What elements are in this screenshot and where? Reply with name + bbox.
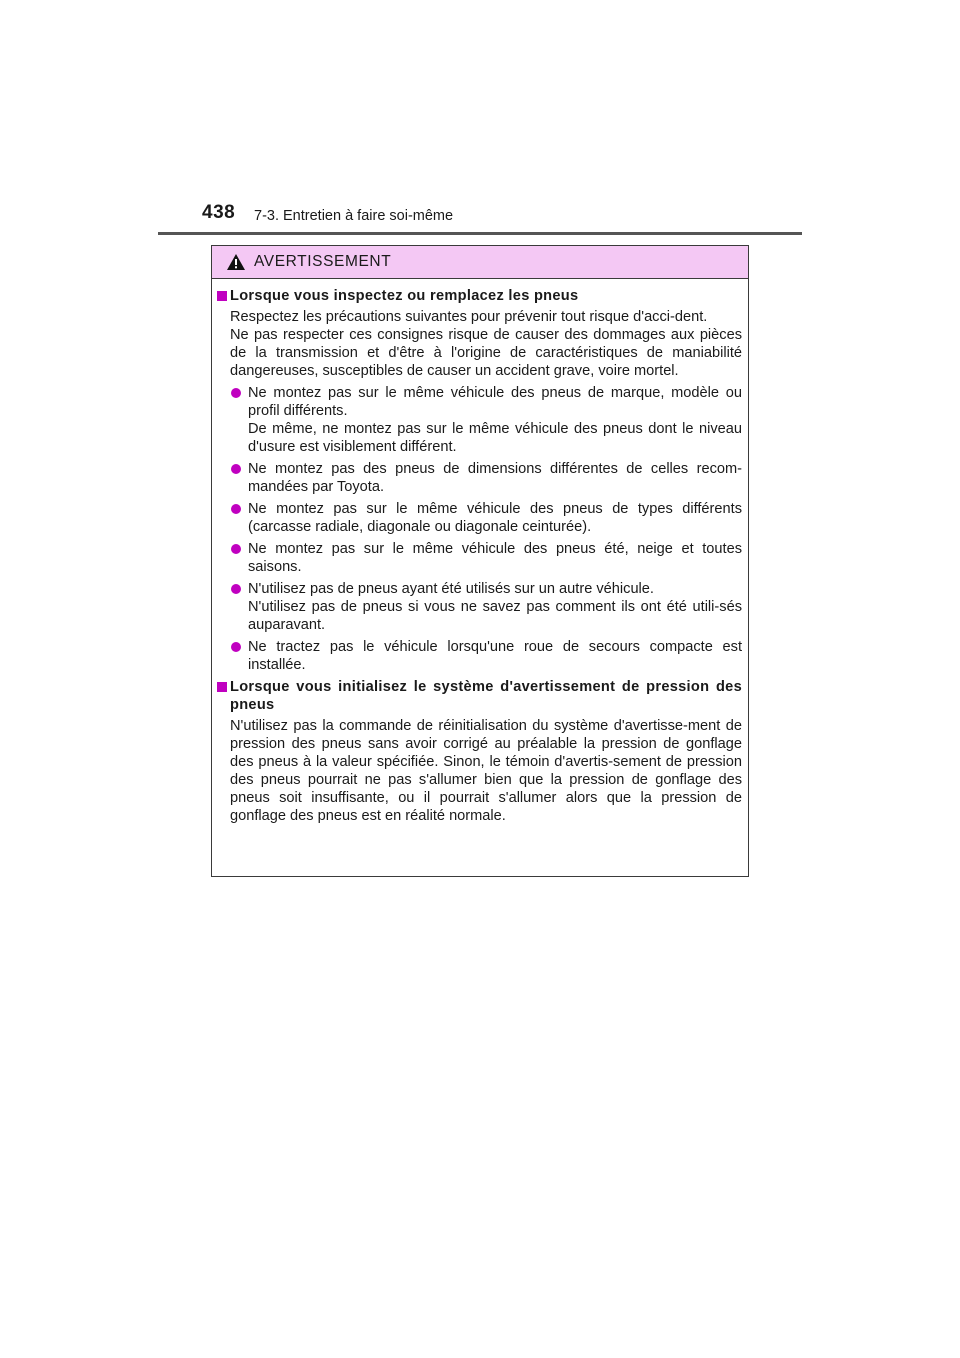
square-bullet-icon bbox=[217, 291, 227, 301]
round-bullet-icon bbox=[231, 642, 241, 652]
page-number: 438 bbox=[202, 202, 236, 223]
round-bullet-icon bbox=[231, 388, 241, 398]
section-heading-tpms-initialization: Lorsque vous initialisez le système d'avertissement de pression des pneus bbox=[217, 678, 742, 714]
square-bullet-icon bbox=[217, 682, 227, 692]
section-title: 7-3. Entretien à faire soi-même bbox=[254, 208, 454, 224]
header-rule bbox=[158, 232, 802, 235]
warning-title: AVERTISSEMENT bbox=[254, 253, 392, 270]
list-item: Ne montez pas sur le même véhicule des pneus de types différents (carcasse radiale, diagonale ou diagonale ceinturée). bbox=[217, 500, 742, 536]
warning-header bbox=[212, 246, 748, 279]
warning-triangle-icon bbox=[226, 253, 246, 271]
warning-body bbox=[212, 279, 748, 825]
round-bullet-icon bbox=[231, 504, 241, 514]
list-item: Ne montez pas sur le même véhicule des pneus été, neige et toutes saisons. bbox=[217, 540, 742, 576]
list-item: N'utilisez pas de pneus ayant été utilisés sur un autre véhicule. N'utilisez pas de pneus si vous ne savez pas comment ils ont été utili-sés auparavant. bbox=[217, 580, 742, 634]
list-item: Ne montez pas sur le même véhicule des pneus de marque, modèle ou profil différents. De même, ne montez pas sur le même véhicule des pneus dont le niveau d'usure est visiblement différent. bbox=[217, 384, 742, 456]
paragraph: N'utilisez pas la commande de réinitialisation du système d'avertisse-ment de pression des pneus sans avoir corrigé au préalable la pression de gonflage des pneus à la valeur spécifiée. Sinon, le témoin d'avertis-sement de pression des pneus pourrait ne pas s'allumer bien que la pression de gonflage des pneus soit insuffisante, ou il pourrait s'allumer alors que la pression de gonflage des pneus est en réalité normale. bbox=[230, 718, 742, 824]
warning-box bbox=[211, 245, 749, 877]
round-bullet-icon bbox=[231, 464, 241, 474]
paragraph: Respectez les précautions suivantes pour prévenir tout risque d'acci-dent. Ne pas respecter ces consignes risque de causer des dommages aux pièces de la transmission et d'être à l'origine de caractéristiques de maniabilité dangereuses, susceptibles de causer un accident grave, voire mortel. bbox=[230, 309, 742, 379]
list-item: Ne montez pas des pneus de dimensions différentes de celles recom-mandées par Toyota. bbox=[217, 460, 742, 496]
section-heading-tire-inspection: Lorsque vous inspectez ou remplacez les pneus bbox=[217, 287, 742, 305]
round-bullet-icon bbox=[231, 584, 241, 594]
round-bullet-icon bbox=[231, 544, 241, 554]
list-item: Ne tractez pas le véhicule lorsqu'une roue de secours compacte est installée. bbox=[217, 638, 742, 674]
